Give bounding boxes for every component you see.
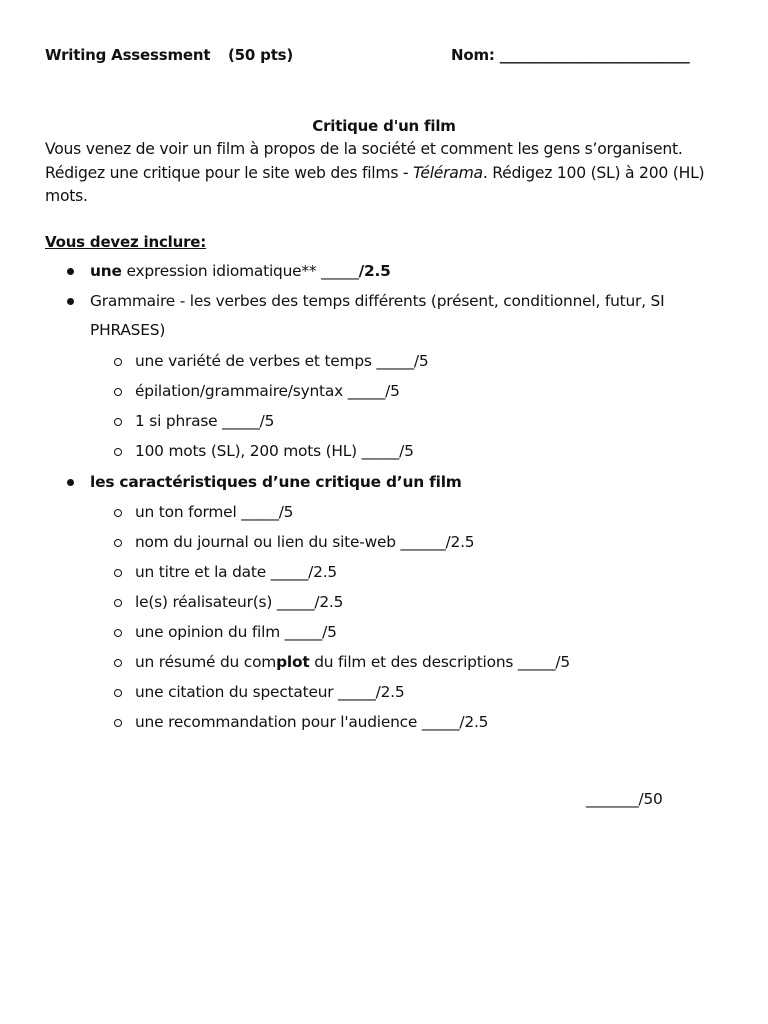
idiom-bold-word: une [90,262,122,280]
sub-bullet-circle [114,629,122,637]
name-field-label: Nom: __________________________ [451,46,690,64]
list-item-idiom [90,262,391,280]
include-heading: Vous devez inclure: [45,233,207,251]
assessment-title: Writing Assessment [45,46,211,64]
bullet-dot [67,298,74,305]
list-subitem: un ton formel _____/5 [135,503,294,521]
sub-bullet-circle [114,659,122,667]
list-subitem-summary [135,653,570,671]
list-subitem: nom du journal ou lien du site-web ______/2.5 [135,533,475,551]
list-subitem: une variété de verbes et temps _____/5 [135,352,429,370]
list-item-grammar-cont: PHRASES) [90,321,166,339]
intro-italic-site: Télérama [413,163,483,182]
list-subitem: une citation du spectateur _____/2.5 [135,683,405,701]
list-item-grammar: Grammaire - les verbes des temps différents (présent, conditionnel, futur, SI [90,292,665,310]
sub-bullet-circle [114,388,122,396]
summary-text-before: un résumé du com [135,653,277,671]
intro-text-part2: . Rédigez 100 (SL) à 200 (HL) mots. [45,163,705,205]
list-subitem: 100 mots (SL), 200 mots (HL) _____/5 [135,442,414,460]
list-subitem: une opinion du film _____/5 [135,623,337,641]
sub-bullet-circle [114,599,122,607]
intro-text-part1: Vous venez de voir un film à propos de la société et comment les gens s’organisent. Rédigez une critique pour le site web des films - [45,140,683,182]
list-subitem: épilation/grammaire/syntax _____/5 [135,382,400,400]
summary-bold-word: plot [276,653,310,671]
document-title: Critique d'un film [312,117,456,135]
sub-bullet-circle [114,539,122,547]
sub-bullet-circle [114,358,122,366]
list-subitem: le(s) réalisateur(s) _____/2.5 [135,593,344,611]
list-item-characteristics: les caractéristiques d’une critique d’un film [90,473,462,491]
header-row [45,46,725,68]
summary-text-after: du film et des descriptions _____/5 [309,653,570,671]
sub-bullet-circle [114,719,122,727]
bullet-dot [67,479,74,486]
sub-bullet-circle [114,509,122,517]
intro-paragraph [45,138,735,209]
list-subitem: 1 si phrase _____/5 [135,412,275,430]
total-score: _______/50 [586,790,663,808]
idiom-text: expression idiomatique** _____ [121,262,359,280]
bullet-dot [67,268,74,275]
list-subitem: une recommandation pour l'audience _____/2.5 [135,713,489,731]
sub-bullet-circle [114,448,122,456]
sub-bullet-circle [114,689,122,697]
sub-bullet-circle [114,418,122,426]
list-subitem: un titre et la date _____/2.5 [135,563,338,581]
points-total: (50 pts) [228,46,294,64]
sub-bullet-circle [114,569,122,577]
idiom-score: /2.5 [358,262,391,280]
